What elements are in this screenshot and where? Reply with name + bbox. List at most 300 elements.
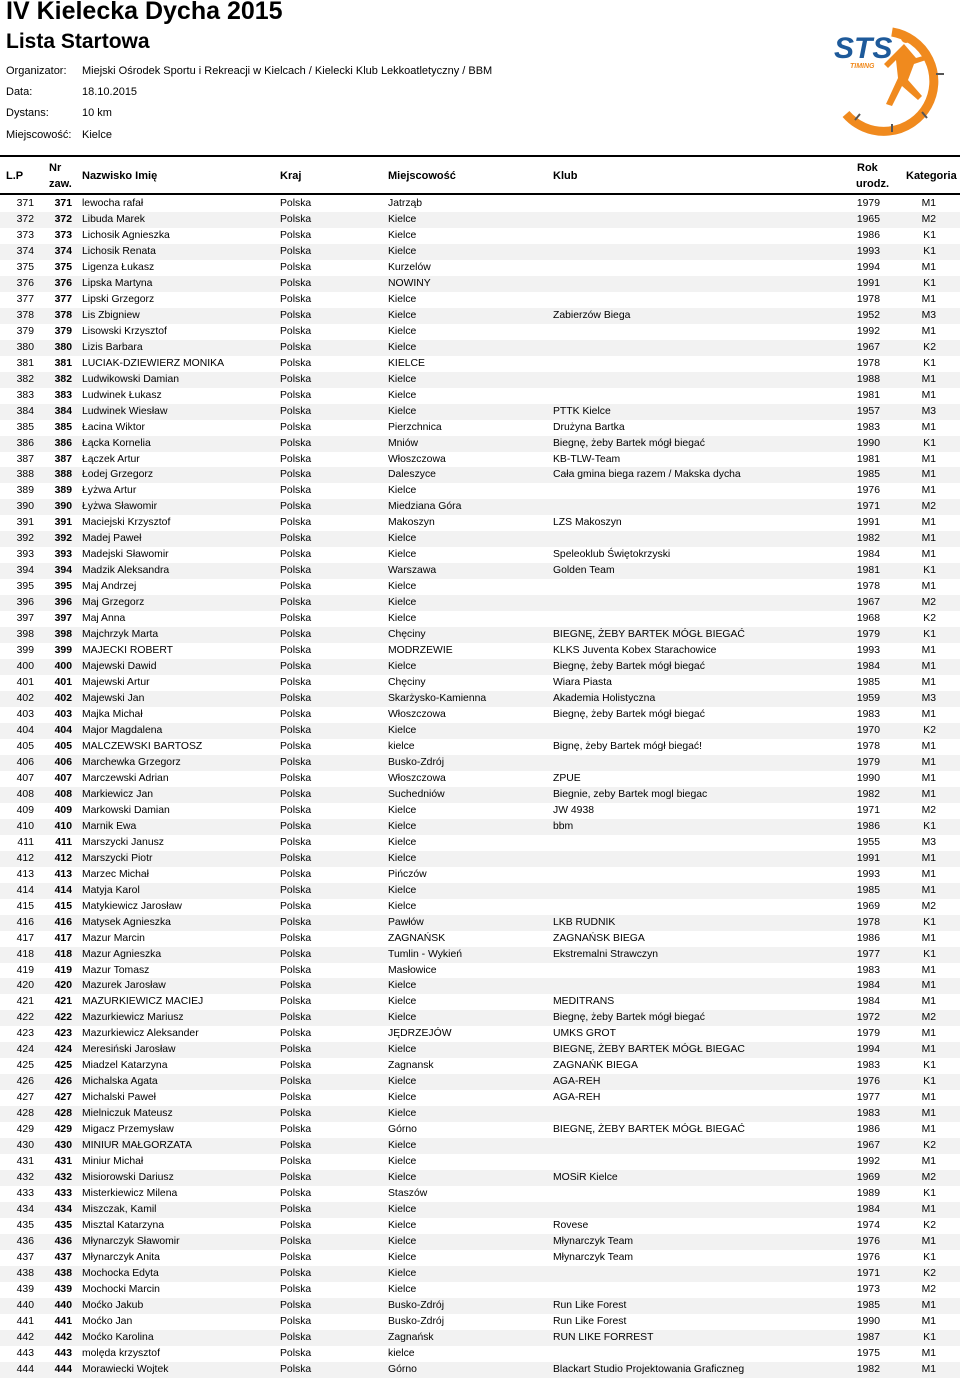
- cell-lp: 401: [16, 677, 34, 689]
- cell-birth-year: 1981: [856, 453, 880, 465]
- cell-city: Kielce: [388, 1156, 417, 1168]
- table-row: [0, 707, 960, 723]
- cell-city: Kielce: [388, 1204, 417, 1216]
- cell-category: M3: [921, 309, 936, 321]
- cell-name: Morawiecki Wojtek: [82, 1363, 169, 1375]
- cell-club: AGA-REH: [553, 1076, 601, 1088]
- cell-nr: 420: [54, 980, 72, 992]
- cell-birth-year: 1975: [856, 1347, 880, 1359]
- cell-lp: 417: [16, 932, 34, 944]
- cell-nr: 373: [54, 229, 72, 241]
- cell-birth-year: 1986: [856, 932, 880, 944]
- cell-city: Kielce: [388, 724, 417, 736]
- cell-nr: 377: [54, 293, 72, 305]
- cell-club: KB-TLW-Team: [553, 453, 621, 465]
- cell-country: Polska: [280, 804, 312, 816]
- cell-name: Majewski Artur: [82, 677, 150, 689]
- table-row: [0, 1234, 960, 1250]
- table-row: [0, 931, 960, 947]
- cell-birth-year: 1985: [856, 469, 880, 481]
- cell-country: Polska: [280, 932, 312, 944]
- cell-country: Polska: [280, 916, 312, 928]
- table-row: [0, 771, 960, 787]
- cell-country: Polska: [280, 245, 312, 257]
- cell-name: lewocha rafał: [82, 198, 144, 209]
- cell-birth-year: 1991: [856, 852, 880, 864]
- cell-category: M1: [921, 1028, 936, 1040]
- cell-nr: 429: [54, 1124, 72, 1136]
- cell-lp: 425: [16, 1060, 34, 1072]
- table-row: [0, 915, 960, 931]
- cell-category: M1: [921, 677, 936, 689]
- cell-club: Cała gmina biega razem / Makska dycha: [553, 469, 741, 481]
- cell-lp: 391: [16, 517, 34, 529]
- cell-category: M1: [921, 1299, 936, 1311]
- cell-lp: 419: [16, 964, 34, 976]
- cell-birth-year: 1983: [856, 1060, 880, 1072]
- cell-category: M1: [921, 996, 936, 1008]
- table-row: [0, 1138, 960, 1154]
- cell-city: Kielce: [388, 1076, 417, 1088]
- table-row: [0, 196, 960, 212]
- table-row: [0, 787, 960, 803]
- cell-name: Maj Grzegorz: [82, 597, 145, 609]
- cell-nr: 437: [54, 1251, 72, 1263]
- table-row: [0, 1266, 960, 1282]
- cell-city: Kielce: [388, 1140, 417, 1152]
- cell-city: JĘDRZEJÓW: [388, 1028, 452, 1040]
- cell-name: Marszycki Piotr: [82, 852, 153, 864]
- col-header-miejscowosc: Miejscowość: [388, 170, 456, 182]
- cell-lp: 389: [16, 485, 34, 497]
- table-row: [0, 244, 960, 260]
- cell-nr: 384: [54, 405, 72, 417]
- cell-nr: 404: [54, 724, 72, 736]
- cell-birth-year: 1973: [856, 1283, 880, 1295]
- cell-club: MOSiR Kielce: [553, 1172, 618, 1184]
- table-row: [0, 1218, 960, 1234]
- cell-nr: 392: [54, 533, 72, 545]
- cell-birth-year: 1979: [856, 756, 880, 768]
- table-row: [0, 1154, 960, 1170]
- cell-birth-year: 1971: [856, 804, 880, 816]
- cell-category: M1: [921, 533, 936, 545]
- cell-city: Kielce: [388, 213, 417, 225]
- cell-country: Polska: [280, 1156, 312, 1168]
- table-row: [0, 691, 960, 707]
- organizer-label: Organizator:: [6, 65, 67, 77]
- cell-club: Biegnę, żeby Bartek mógł biegać: [553, 1012, 705, 1024]
- table-row: [0, 212, 960, 228]
- cell-name: Lichosik Agnieszka: [82, 229, 170, 241]
- cell-nr: 395: [54, 581, 72, 593]
- table-row: [0, 947, 960, 963]
- cell-nr: 398: [54, 629, 72, 641]
- cell-lp: 429: [16, 1124, 34, 1136]
- cell-lp: 406: [16, 756, 34, 768]
- cell-city: Chęciny: [388, 677, 426, 689]
- cell-birth-year: 1969: [856, 900, 880, 912]
- table-row: [0, 1330, 960, 1346]
- cell-category: M1: [921, 1204, 936, 1216]
- cell-nr: 409: [54, 804, 72, 816]
- cell-nr: 443: [54, 1347, 72, 1359]
- cell-category: K1: [923, 1060, 936, 1072]
- cell-club: bbm: [553, 820, 574, 832]
- cell-category: M1: [921, 325, 936, 337]
- cell-nr: 434: [54, 1204, 72, 1216]
- cell-lp: 422: [16, 1012, 34, 1024]
- cell-name: Michalska Agata: [82, 1076, 158, 1088]
- cell-name: Meresiński Jarosław: [82, 1044, 176, 1056]
- cell-nr: 433: [54, 1188, 72, 1200]
- cell-lp: 373: [16, 229, 34, 241]
- table-row: [0, 1346, 960, 1362]
- cell-city: Pińczów: [388, 868, 427, 880]
- date-label: Data:: [6, 86, 33, 98]
- cell-country: Polska: [280, 229, 312, 241]
- cell-country: Polska: [280, 1283, 312, 1295]
- cell-city: Kielce: [388, 229, 417, 241]
- table-row: [0, 388, 960, 404]
- cell-nr: 438: [54, 1267, 72, 1279]
- table-row: [0, 1058, 960, 1074]
- cell-birth-year: 1984: [856, 661, 880, 673]
- cell-category: M1: [921, 389, 936, 401]
- col-header-rok: Rok: [857, 162, 878, 174]
- cell-club: JW 4938: [553, 804, 595, 816]
- cell-country: Polska: [280, 613, 312, 625]
- cell-nr: 400: [54, 661, 72, 673]
- table-row: [0, 1250, 960, 1266]
- cell-category: M2: [921, 1283, 936, 1295]
- cell-nr: 387: [54, 453, 72, 465]
- cell-club: BIEGNĘ, ŻEBY BARTEK MÓGŁ BIEGAC: [553, 1044, 745, 1056]
- cell-city: Kielce: [388, 485, 417, 497]
- cell-country: Polska: [280, 1044, 312, 1056]
- cell-country: Polska: [280, 1012, 312, 1024]
- cell-nr: 432: [54, 1172, 72, 1184]
- cell-birth-year: 1993: [856, 245, 880, 257]
- cell-category: M1: [921, 1124, 936, 1136]
- cell-birth-year: 1985: [856, 677, 880, 689]
- cell-club: RUN LIKE FORREST: [553, 1331, 654, 1343]
- cell-name: Młynarczyk Sławomir: [82, 1235, 180, 1247]
- cell-country: Polska: [280, 629, 312, 641]
- cell-nr: 417: [54, 932, 72, 944]
- cell-country: Polska: [280, 565, 312, 577]
- cell-name: Mazurek Jarosław: [82, 980, 166, 992]
- cell-lp: 387: [16, 453, 34, 465]
- cell-name: molęda krzysztof: [82, 1347, 160, 1359]
- table-row: [0, 499, 960, 515]
- cell-name: Marchewka Grzegorz: [82, 756, 181, 768]
- cell-nr: 422: [54, 1012, 72, 1024]
- table-row: [0, 1026, 960, 1042]
- cell-city: Kielce: [388, 1283, 417, 1295]
- cell-nr: 372: [54, 213, 72, 225]
- cell-category: M2: [921, 213, 936, 225]
- cell-city: Jatrząb: [388, 198, 423, 209]
- cell-city: Miedziana Góra: [388, 501, 462, 513]
- table-row: [0, 467, 960, 483]
- cell-category: M1: [921, 852, 936, 864]
- cell-city: Skarżysko-Kamienna: [388, 693, 487, 705]
- cell-nr: 388: [54, 469, 72, 481]
- cell-city: Kielce: [388, 1267, 417, 1279]
- table-row: [0, 340, 960, 356]
- col-header-name: Nazwisko Imię: [82, 170, 158, 182]
- cell-lp: 371: [16, 198, 34, 209]
- cell-name: Mazurkiewicz Mariusz: [82, 1012, 184, 1024]
- cell-category: M1: [921, 1156, 936, 1168]
- cell-lp: 415: [16, 900, 34, 912]
- cell-name: Ligenza Łukasz: [82, 261, 155, 273]
- cell-birth-year: 1983: [856, 421, 880, 433]
- cell-lp: 388: [16, 469, 34, 481]
- cell-nr: 389: [54, 485, 72, 497]
- cell-name: Mielniczuk Mateusz: [82, 1108, 173, 1120]
- cell-category: K1: [923, 820, 936, 832]
- cell-city: Makoszyn: [388, 517, 435, 529]
- cell-name: Moćko Jan: [82, 1315, 133, 1327]
- location-label: Miejscowość:: [6, 129, 72, 141]
- cell-city: MODRZEWIE: [388, 645, 453, 657]
- col-header-kraj: Kraj: [280, 170, 302, 182]
- cell-country: Polska: [280, 1220, 312, 1231]
- cell-birth-year: 1990: [856, 1315, 880, 1327]
- cell-lp: 408: [16, 788, 34, 800]
- cell-category: M1: [921, 453, 936, 465]
- cell-city: kielce: [388, 740, 415, 752]
- cell-lp: 396: [16, 597, 34, 609]
- cell-nr: 408: [54, 788, 72, 800]
- cell-city: Kielce: [388, 1235, 417, 1247]
- table-row: [0, 1314, 960, 1330]
- cell-country: Polska: [280, 740, 312, 752]
- cell-birth-year: 1967: [856, 597, 880, 609]
- cell-nr: 425: [54, 1060, 72, 1072]
- cell-birth-year: 1993: [856, 645, 880, 657]
- cell-country: Polska: [280, 868, 312, 880]
- cell-country: Polska: [280, 485, 312, 497]
- cell-city: Kielce: [388, 309, 417, 321]
- cell-city: Kielce: [388, 852, 417, 864]
- cell-category: K2: [923, 1267, 936, 1279]
- cell-nr: 376: [54, 277, 72, 289]
- table-row: [0, 1010, 960, 1026]
- cell-birth-year: 1988: [856, 373, 880, 385]
- col-header-nr: Nr: [49, 162, 62, 174]
- cell-birth-year: 1984: [856, 980, 880, 992]
- cell-birth-year: 1977: [856, 1092, 880, 1104]
- cell-club: Biegnę, żeby Bartek mógł biegać: [553, 709, 705, 720]
- cell-name: Ludwinek Łukasz: [82, 389, 162, 401]
- table-row: [0, 308, 960, 324]
- cell-country: Polska: [280, 325, 312, 337]
- cell-birth-year: 1977: [856, 948, 880, 960]
- cell-nr: 413: [54, 868, 72, 880]
- cell-name: Maj Anna: [82, 613, 126, 625]
- cell-category: M1: [921, 1363, 936, 1375]
- cell-city: Kielce: [388, 836, 417, 848]
- cell-nr: 371: [54, 198, 72, 209]
- cell-country: Polska: [280, 980, 312, 992]
- cell-lp: 416: [16, 916, 34, 928]
- cell-country: Polska: [280, 469, 312, 481]
- cell-club: Akademia Holistyczna: [553, 693, 656, 705]
- cell-country: Polska: [280, 756, 312, 768]
- cell-club: LZS Makoszyn: [553, 517, 622, 529]
- cell-city: Kielce: [388, 597, 417, 609]
- cell-name: Misterkiewicz Milena: [82, 1188, 178, 1200]
- cell-category: K1: [923, 1188, 936, 1200]
- cell-country: Polska: [280, 1172, 312, 1184]
- cell-lp: 443: [16, 1347, 34, 1359]
- cell-birth-year: 1969: [856, 1172, 880, 1184]
- cell-category: K2: [923, 341, 936, 353]
- cell-nr: 403: [54, 709, 72, 720]
- cell-nr: 421: [54, 996, 72, 1008]
- cell-name: Lizis Barbara: [82, 341, 143, 353]
- cell-nr: 391: [54, 517, 72, 529]
- cell-name: Miniur Michał: [82, 1156, 144, 1168]
- cell-name: Łodej Grzegorz: [82, 469, 154, 481]
- cell-category: M3: [921, 836, 936, 848]
- logo-subtext: TIMING: [850, 63, 875, 70]
- cell-category: K2: [923, 1220, 936, 1231]
- cell-nr: 426: [54, 1076, 72, 1088]
- cell-category: M1: [921, 517, 936, 529]
- table-row: [0, 1074, 960, 1090]
- cell-city: Mniów: [388, 437, 419, 449]
- cell-birth-year: 1991: [856, 517, 880, 529]
- cell-name: Majka Michał: [82, 709, 143, 720]
- cell-club: UMKS GROT: [553, 1028, 616, 1040]
- cell-country: Polska: [280, 1076, 312, 1088]
- cell-city: kielce: [388, 1347, 415, 1359]
- cell-city: Kielce: [388, 245, 417, 257]
- table-row: [0, 867, 960, 883]
- cell-name: Marczewski Adrian: [82, 772, 169, 784]
- cell-country: Polska: [280, 645, 312, 657]
- cell-nr: 411: [55, 836, 72, 848]
- col-header-lp: L.P: [6, 170, 24, 182]
- cell-lp: 420: [16, 980, 34, 992]
- cell-lp: 424: [16, 1044, 34, 1056]
- cell-name: MINIUR MAŁGORZATA: [82, 1140, 192, 1152]
- cell-country: Polska: [280, 293, 312, 305]
- cell-country: Polska: [280, 533, 312, 545]
- cell-category: K1: [923, 437, 936, 449]
- cell-lp: 421: [16, 996, 34, 1008]
- cell-nr: 399: [54, 645, 72, 657]
- cell-nr: 431: [54, 1156, 72, 1168]
- sts-timing-logo: [826, 24, 958, 136]
- cell-birth-year: 1992: [856, 325, 880, 337]
- cell-country: Polska: [280, 405, 312, 417]
- cell-city: Warszawa: [388, 565, 437, 577]
- table-row: [0, 1122, 960, 1138]
- cell-lp: 380: [16, 341, 34, 353]
- cell-city: Kielce: [388, 1092, 417, 1104]
- cell-city: Kielce: [388, 341, 417, 353]
- cell-nr: 424: [54, 1044, 72, 1056]
- start-list-table: [0, 196, 960, 1378]
- cell-city: Busko-Zdrój: [388, 1299, 445, 1311]
- table-row: [0, 228, 960, 244]
- cell-name: MAZURKIEWICZ MACIEJ: [82, 996, 204, 1008]
- cell-city: Kielce: [388, 325, 417, 337]
- cell-country: Polska: [280, 772, 312, 784]
- logo-text: STS: [834, 32, 893, 65]
- cell-name: Mazur Marcin: [82, 932, 145, 944]
- cell-name: Marzec Michał: [82, 868, 149, 880]
- cell-lp: 382: [16, 373, 34, 385]
- cell-nr: 375: [54, 261, 72, 273]
- cell-city: Chęciny: [388, 629, 426, 641]
- cell-city: Włoszczowa: [388, 709, 446, 720]
- cell-category: M1: [921, 293, 936, 305]
- col-header-rok-2: urodz.: [856, 178, 889, 190]
- cell-country: Polska: [280, 852, 312, 864]
- cell-country: Polska: [280, 836, 312, 848]
- cell-category: M1: [921, 980, 936, 992]
- cell-birth-year: 1982: [856, 788, 880, 800]
- table-row: [0, 515, 960, 531]
- cell-category: M2: [921, 597, 936, 609]
- cell-lp: 384: [16, 405, 34, 417]
- table-row: [0, 1362, 960, 1378]
- cell-lp: 439: [16, 1283, 34, 1295]
- cell-nr: 380: [54, 341, 72, 353]
- cell-country: Polska: [280, 1092, 312, 1104]
- cell-country: Polska: [280, 1347, 312, 1359]
- cell-country: Polska: [280, 1235, 312, 1247]
- cell-name: Ludwikowski Damian: [82, 373, 180, 385]
- cell-lp: 441: [16, 1315, 34, 1327]
- cell-country: Polska: [280, 884, 312, 896]
- cell-country: Polska: [280, 213, 312, 225]
- cell-country: Polska: [280, 421, 312, 433]
- cell-lp: 375: [16, 261, 34, 273]
- cell-nr: 396: [54, 597, 72, 609]
- cell-city: Kielce: [388, 293, 417, 305]
- cell-birth-year: 1984: [856, 549, 880, 561]
- cell-nr: 442: [54, 1331, 72, 1343]
- cell-category: M1: [921, 740, 936, 752]
- table-row: [0, 531, 960, 547]
- table-row: [0, 452, 960, 468]
- cell-lp: 428: [16, 1108, 34, 1120]
- cell-name: Mazur Tomasz: [82, 964, 150, 976]
- cell-club: ZAGNAŃSK BIEGA: [553, 932, 645, 944]
- cell-club: Biegnę, żeby Bartek mógł biegać: [553, 661, 705, 673]
- table-row: [0, 436, 960, 452]
- cell-club: ZAGNAŃK BIEGA: [553, 1060, 638, 1072]
- cell-birth-year: 1993: [856, 868, 880, 880]
- table-row: [0, 1170, 960, 1186]
- cell-club: BIEGNĘ, ŻEBY BARTEK MÓGŁ BIEGAĆ: [553, 629, 745, 641]
- cell-lp: 402: [16, 693, 34, 705]
- cell-category: K2: [923, 724, 936, 736]
- cell-birth-year: 1971: [856, 501, 880, 513]
- cell-city: Kielce: [388, 1220, 417, 1231]
- cell-country: Polska: [280, 277, 312, 289]
- cell-club: PTTK Kielce: [553, 405, 611, 417]
- table-row: [0, 994, 960, 1010]
- cell-name: Miadzel Katarzyna: [82, 1060, 168, 1072]
